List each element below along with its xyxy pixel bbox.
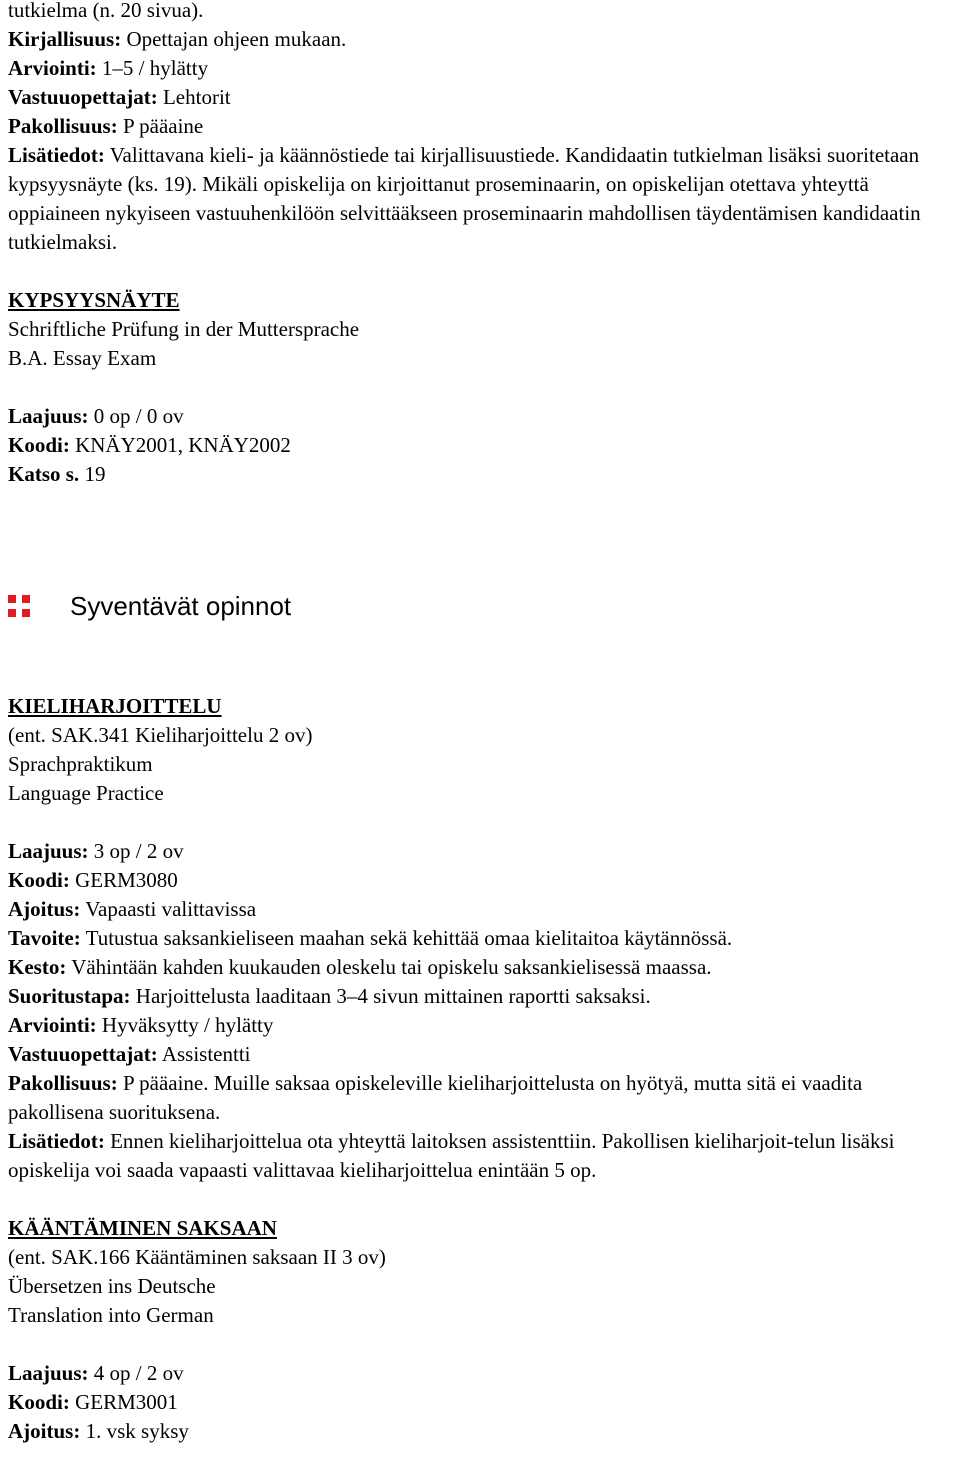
course-heading-kieliharjoittelu: KIELIHARJOITTELU (8, 694, 222, 718)
field-pakollisuus (8, 112, 956, 141)
field-arviointi (8, 54, 956, 83)
field-label: Laajuus: (8, 839, 89, 863)
square (22, 595, 30, 603)
field-value: Vapaasti valittavissa (80, 897, 257, 921)
course-german-title: Schriftliche Prüfung in der Muttersprache (8, 317, 360, 341)
field-label: Arviointi: (8, 56, 97, 80)
field-value: Assistentti (157, 1042, 251, 1066)
field-kirjallisuus (8, 25, 956, 54)
field-label: Arviointi: (8, 1013, 97, 1037)
field-vastuuopettajat (8, 83, 956, 112)
field-value: Vähintään kahden kuukauden oleskelu tai opiskelu saksankielisessä maassa. (66, 955, 712, 979)
spacer (8, 808, 956, 837)
square (22, 609, 30, 617)
spacer (8, 1330, 956, 1359)
field-lisatiedot (8, 141, 956, 257)
section-title: Syventävät opinnot (70, 591, 292, 621)
field-value: Harjoittelusta laaditaan 3–4 sivun mittainen raportti saksaksi. (130, 984, 651, 1008)
field-value: KNÄY2001, KNÄY2002 (69, 433, 291, 457)
field-pakollisuus (8, 1069, 956, 1127)
field-label: Pakollisuus: (8, 114, 118, 138)
field-value: Tutustua saksankieliseen maahan sekä kehittää omaa kielitaitoa käytännössä. (80, 926, 733, 950)
square (8, 609, 16, 617)
course-former-code: (ent. SAK.341 Kieliharjoittelu 2 ov) (8, 723, 313, 747)
field-koodi (8, 431, 956, 460)
section-header (8, 586, 291, 626)
field-vastuuopettajat (8, 1040, 956, 1069)
field-value: Valittavana kieli- ja käännöstiede tai kirjallisuustiede. Kandidaatin tutkielman lisäksi suoritetaan kypsyysnäyte (ks. 19). Mikäli opiskelija on kirjoittanut proseminaarin, on opiskelijan otettava yhteyttä oppiaineen nykyiseen vastuuhenkilöön selvittääkseen proseminaarin mahdollisen täydentämisen kandidaatin tutkielmaksi. (8, 143, 921, 254)
course-english-title: B.A. Essay Exam (8, 346, 157, 370)
field-laajuus (8, 837, 956, 866)
spacer (8, 373, 956, 402)
square (8, 595, 16, 603)
field-value: 1. vsk syksy (80, 1419, 189, 1443)
field-label: Lisätiedot: (8, 143, 105, 167)
field-label: Laajuus: (8, 1361, 89, 1385)
field-koodi (8, 866, 956, 895)
field-value: P pääaine (117, 114, 204, 138)
field-label: Katso s. (8, 462, 80, 486)
course-heading-kypsyysnayte: KYPSYYSNÄYTE (8, 288, 180, 312)
course-english-title: Translation into German (8, 1303, 214, 1327)
field-laajuus (8, 402, 956, 431)
field-lisatiedot (8, 1127, 956, 1185)
field-label: Koodi: (8, 433, 70, 457)
field-value: 0 op / 0 ov (88, 404, 184, 428)
course-former-code: (ent. SAK.166 Kääntäminen saksaan II 3 ov) (8, 1245, 386, 1269)
red-squares-icon (8, 595, 30, 617)
field-label: Lisätiedot: (8, 1129, 105, 1153)
field-kesto (8, 953, 956, 982)
spacer (8, 1185, 956, 1214)
field-label: Laajuus: (8, 404, 89, 428)
field-value: 3 op / 2 ov (88, 839, 184, 863)
course-german-title: Übersetzen ins Deutsche (8, 1274, 216, 1298)
field-label: Vastuuopettajat: (8, 85, 158, 109)
field-value: Ennen kieliharjoittelua ota yhteyttä laitoksen assistenttiin. Pakollisen kieliharjoit-telun lisäksi opiskelija voi saada vapaasti valittavaa kieliharjoittelua enintään 5 op. (8, 1129, 895, 1182)
field-label: Pakollisuus: (8, 1071, 118, 1095)
field-label: Kesto: (8, 955, 67, 979)
field-value: 4 op / 2 ov (88, 1361, 184, 1385)
field-label: Ajoitus: (8, 897, 81, 921)
field-suoritustapa (8, 982, 956, 1011)
field-value: 19 (79, 462, 106, 486)
field-value: 1–5 / hylätty (96, 56, 209, 80)
field-label: Kirjallisuus: (8, 27, 122, 51)
text-line: tutkielma (n. 20 sivua). (8, 0, 204, 22)
field-value: GERM3001 (69, 1390, 178, 1414)
course-english-title: Language Practice (8, 781, 164, 805)
field-tavoite (8, 924, 956, 953)
field-value: P pääaine. Muille saksaa opiskeleville kieliharjoittelusta on hyötyä, mutta sitä ei vaadita pakollisena suorituksena. (8, 1071, 863, 1124)
field-label: Koodi: (8, 868, 70, 892)
field-label: Ajoitus: (8, 1419, 81, 1443)
field-label: Tavoite: (8, 926, 81, 950)
field-label: Vastuuopettajat: (8, 1042, 158, 1066)
field-ajoitus (8, 895, 956, 924)
course-german-title: Sprachpraktikum (8, 752, 153, 776)
field-value: Lehtorit (157, 85, 231, 109)
field-label: Suoritustapa: (8, 984, 131, 1008)
spacer (8, 257, 956, 286)
field-laajuus (8, 1359, 956, 1388)
course-heading-kaantaminen: KÄÄNTÄMINEN SAKSAAN (8, 1216, 277, 1240)
document-body (8, 0, 956, 1446)
field-arviointi (8, 1011, 956, 1040)
field-koodi (8, 1388, 956, 1417)
field-ajoitus (8, 1417, 956, 1446)
field-value: Hyväksytty / hylätty (96, 1013, 274, 1037)
field-value: GERM3080 (69, 868, 178, 892)
field-label: Koodi: (8, 1390, 70, 1414)
field-katso (8, 460, 956, 489)
field-value: Opettajan ohjeen mukaan. (121, 27, 347, 51)
